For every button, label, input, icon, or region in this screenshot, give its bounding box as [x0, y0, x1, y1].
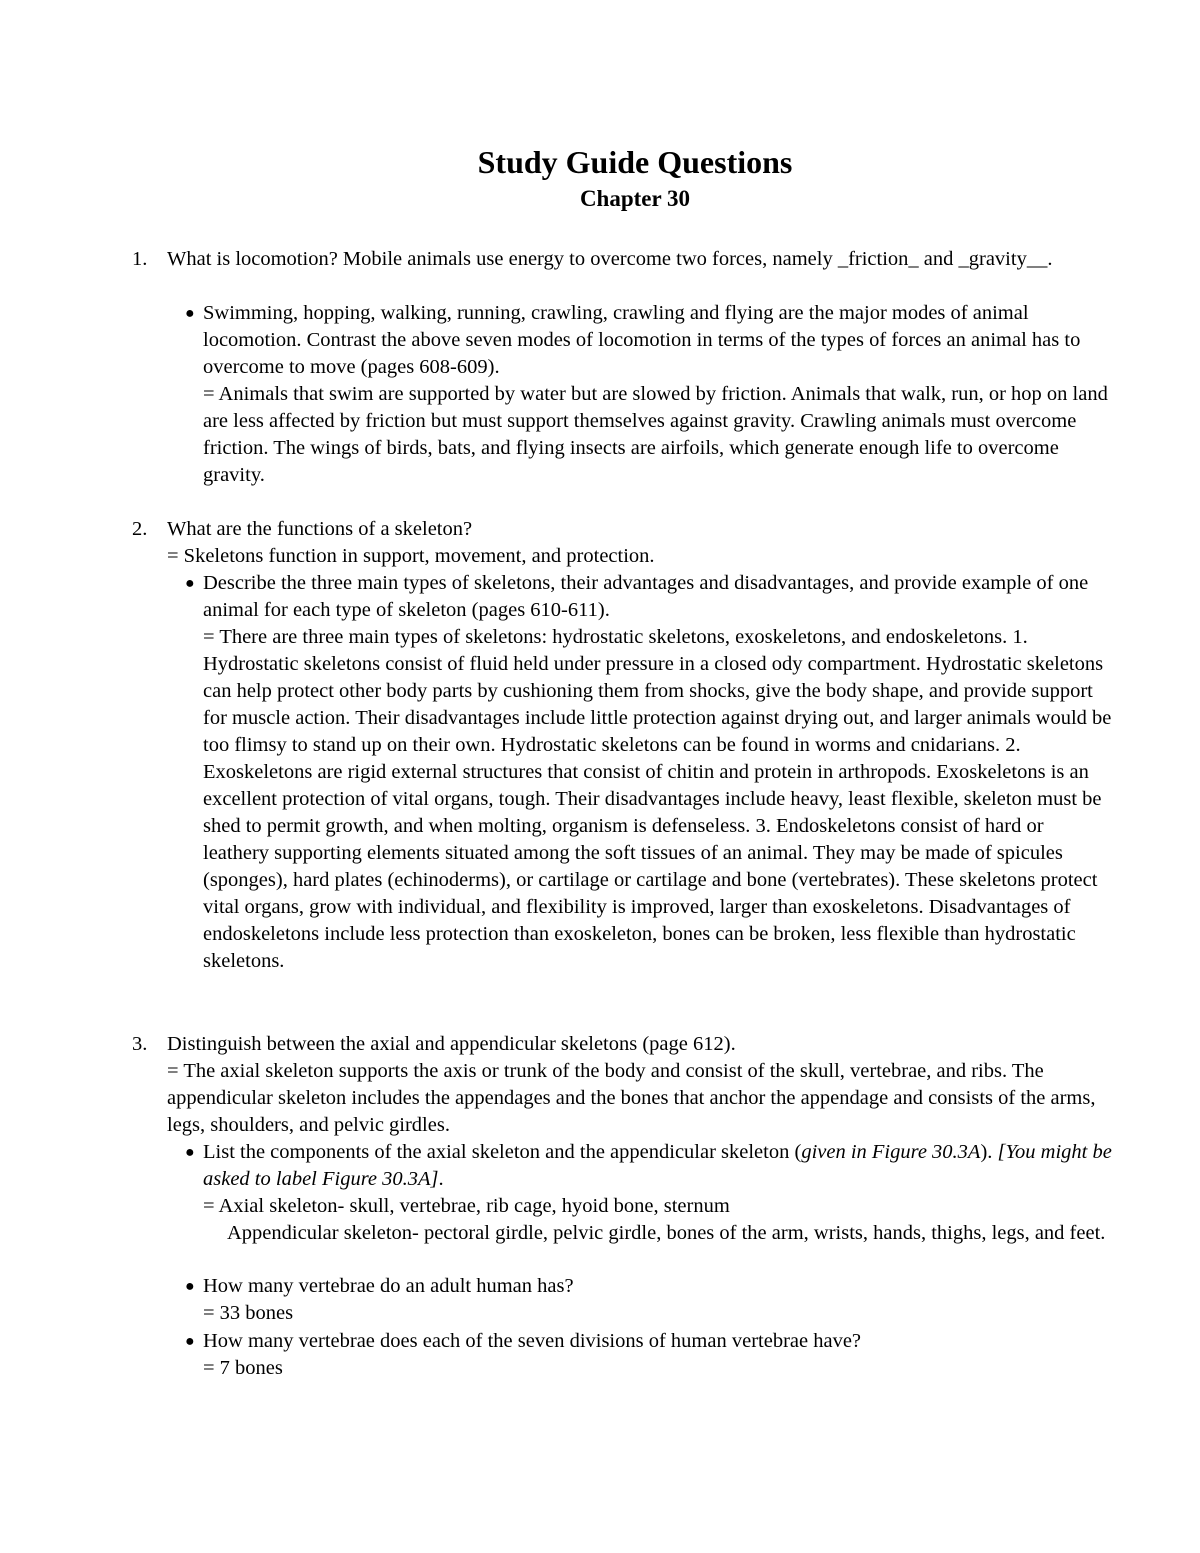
- question-1-answer: = Animals that swim are supported by water but are slowed by friction. Animals that walk, run, or hop on land are less affected by friction but must support themselves against gravity. Crawling animals must overcome friction. The wings of birds, bats, and flying insects are airfoils, which generate enough life to overcome gravity.: [203, 383, 1108, 486]
- bullet-icon: ●: [185, 305, 195, 322]
- question-3-bullet-1: [203, 1139, 1113, 1247]
- question-3-bullet-2-answer: = 33 bones: [203, 1302, 294, 1324]
- question-number-2: 2.: [132, 518, 148, 540]
- question-2-bullet-text: Describe the three main types of skeletons, their advantages and disadvantages, and provide example of one animal for each type of skeleton (pages 610-611).: [203, 572, 1089, 621]
- question-3-bullet-1-text: List the components of the axial skeleton and the appendicular skeleton (given in Figure 30.3A). [You might be asked to label Figure 30.3A].: [203, 1141, 1112, 1190]
- question-1-text: What is locomotion? Mobile animals use energy to overcome two forces, namely _friction_ and _gravity__.: [167, 248, 1053, 270]
- bullet-icon: ●: [185, 1333, 195, 1350]
- bullet-icon: ●: [185, 1278, 195, 1295]
- question-2-bullet-answer: = There are three main types of skeletons: hydrostatic skeletons, exoskeletons, and endoskeletons. 1. Hydrostatic skeletons consist of fluid held under pressure in a closed ody compartment. Hydrostatic skeletons can help protect other body parts by cushioning them from shocks, give the body shape, and provide support for muscle action. Their disadvantages include little protection against drying out, and larger animals would be too flimsy to stand up on their own. Hydrostatic skeletons can be found in worms and cnidarians. 2. Exoskeletons are rigid external structures that consist of chitin and protein in arthropods. Exoskeletons is an excellent protection of vital organs, tough. Their disadvantages include heavy, least flexible, skeleton must be shed to permit growth, and when molting, organism is defenseless. 3. Endoskeletons consist of hard or leathery supporting elements situated among the soft tissues of an animal. They may be made of spicules (sponges), hard plates (echinoderms), or cartilage or cartilage and bone (vertebrates). These skeletons protect vital organs, grow with individual, and flexibility is improved, larger than exoskeletons. Disadvantages of endoskeletons include less protection than exoskeleton, bones can be broken, less flexible than hydrostatic skeletons.: [203, 626, 1112, 972]
- question-3-text: Distinguish between the axial and appendicular skeletons (page 612).: [167, 1033, 736, 1055]
- question-number-3: 3.: [132, 1033, 148, 1055]
- page-title: Study Guide Questions: [477, 144, 793, 180]
- question-2-block: [167, 516, 1112, 570]
- question-3-bullet-3-text: How many vertebrae does each of the seven divisions of human vertebrae have?: [203, 1330, 862, 1352]
- question-3-appendicular-answer: Appendicular skeleton- pectoral girdle, pelvic girdle, bones of the arm, wrists, hands, thighs, legs, and feet.: [227, 1222, 1106, 1244]
- question-3-axial-answer: = Axial skeleton- skull, vertebrae, rib cage, hyoid bone, sternum: [203, 1195, 730, 1217]
- bullet-icon: ●: [185, 575, 195, 592]
- question-1-bullet-text: Swimming, hopping, walking, running, crawling, crawling and flying are the major modes of animal locomotion. Contrast the above seven modes of locomotion in terms of the types of forces an animal has to overcome to move (pages 608-609).: [203, 302, 1081, 378]
- bullet-icon: ●: [185, 1144, 195, 1161]
- question-2-answer: = Skeletons function in support, movement, and protection.: [167, 545, 655, 567]
- question-3-bullet-3-answer: = 7 bones: [203, 1357, 283, 1379]
- question-2-bullet: [203, 570, 1113, 975]
- question-3-bullet-2: [203, 1273, 1113, 1327]
- question-2-text: What are the functions of a skeleton?: [167, 518, 473, 540]
- question-3-answer: = The axial skeleton supports the axis or trunk of the body and consist of the skull, vertebrae, and ribs. The appendicular skeleton includes the appendages and the bones that anchor the appendage and consists of the arms, legs, shoulders, and pelvic girdles.: [167, 1060, 1096, 1136]
- question-number-1: 1.: [132, 248, 148, 270]
- question-3-bullet-3: [203, 1328, 1113, 1382]
- chapter-subtitle: Chapter 30: [579, 186, 691, 211]
- question-3-bullet-2-text: How many vertebrae do an adult human has?: [203, 1275, 574, 1297]
- question-3-block: [167, 1031, 1112, 1139]
- question-1-bullet: [203, 300, 1113, 489]
